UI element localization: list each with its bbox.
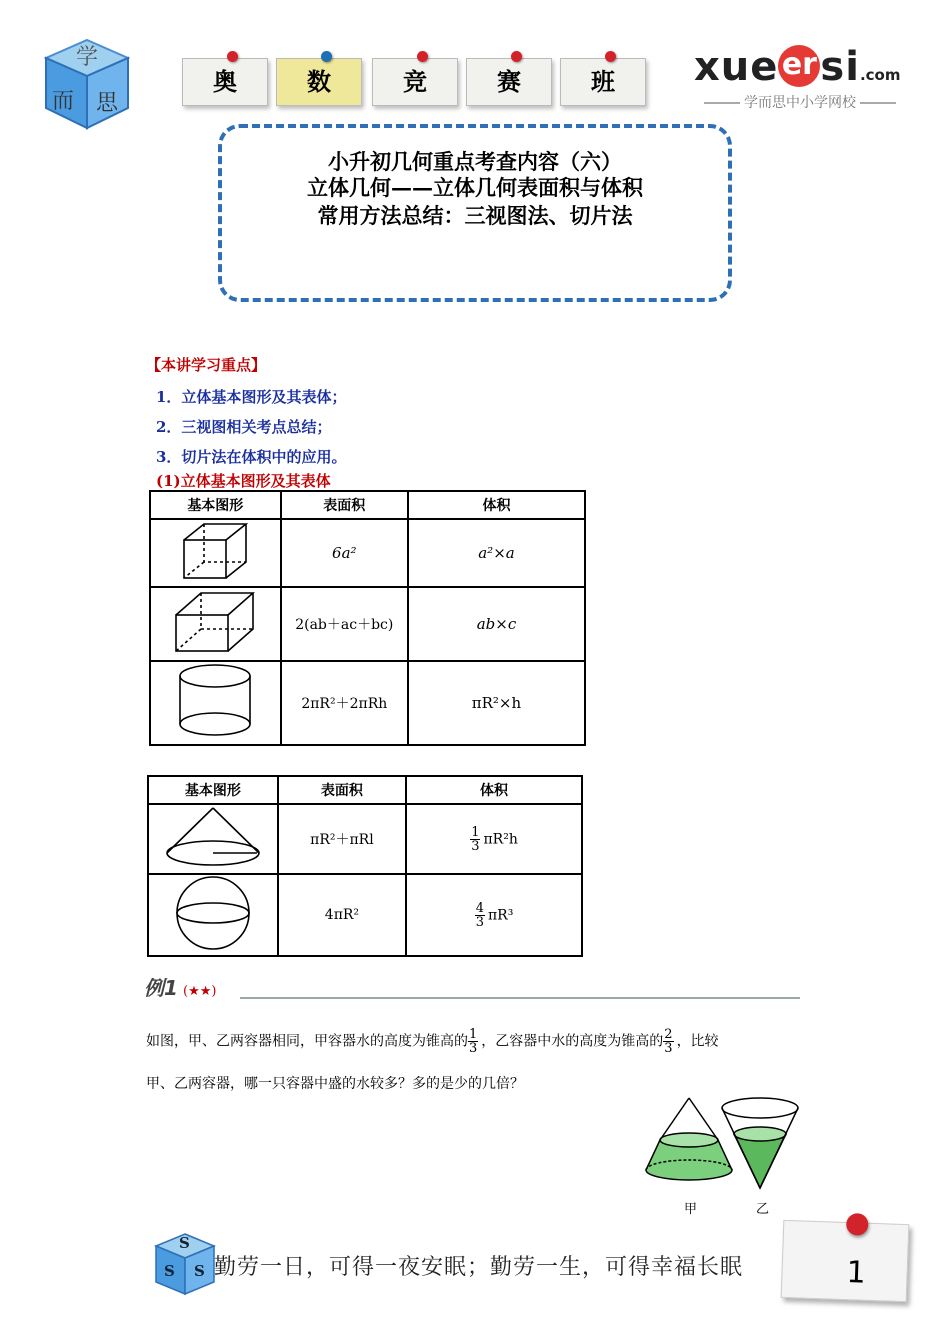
volume-cell: $\frac{1}{3}$ πR²h: [406, 804, 582, 874]
shapes-table-2: [147, 775, 583, 957]
cube-figure: [150, 519, 281, 587]
example-question-line-2: 甲、乙两容器，哪一只容器中盛的水较多？多的是少的几倍？: [146, 1076, 524, 1092]
tab-sai: 赛: [466, 58, 552, 106]
figure-label-jia: 甲: [684, 1202, 698, 1217]
cone-drawing: [163, 805, 263, 869]
cube-char-top: 学: [76, 45, 99, 70]
col-header: 基本图形: [148, 776, 278, 804]
col-header: 基本图形: [150, 491, 281, 519]
cuboid-drawing: [173, 589, 257, 655]
logo-subtitle: 学而思中小学网校: [680, 92, 920, 112]
table-row: [150, 661, 585, 745]
title-box: [218, 124, 732, 302]
cube-char-right: 思: [96, 91, 119, 116]
key-points-heading: 【本讲学习重点】: [146, 356, 267, 374]
example-label: 例1 (★★): [144, 976, 217, 1000]
cone-figure: [148, 804, 278, 874]
title-line-1: 小升初几何重点考查内容（六）: [328, 149, 622, 174]
area-cell: 2(ab＋ac＋bc): [281, 587, 408, 661]
containers-figure: [640, 1092, 810, 1222]
col-header: 体积: [406, 776, 582, 804]
volume-cell: ab×c: [408, 587, 585, 661]
title-line-3: 常用方法总结：三视图法、切片法: [317, 203, 633, 228]
cube-drawing: [180, 520, 250, 582]
cube-letter: S: [164, 1262, 175, 1280]
cylinder-drawing: [176, 662, 254, 740]
area-cell: 2πR²＋2πRh: [281, 661, 408, 745]
fraction: $\frac{2}{3}$: [664, 1027, 673, 1056]
fraction: $\frac{4}{3}$: [475, 900, 484, 930]
title-line-2: 立体几何——立体几何表面积与体积: [307, 175, 643, 200]
tab-ban: 班: [560, 58, 646, 106]
xueersi-cube-logo: [44, 38, 130, 130]
table-header-row: [150, 491, 585, 519]
page-number-note: [781, 1220, 910, 1302]
cuboid-figure: [150, 587, 281, 661]
area-cell: πR²＋πRl: [278, 804, 406, 874]
sphere-drawing: [173, 875, 253, 951]
shapes-table-1: [149, 490, 586, 746]
volume-cell: πR²×h: [408, 661, 585, 745]
table-row: [148, 804, 582, 874]
area-cell: 4πR²: [278, 874, 406, 956]
col-header: 体积: [408, 491, 585, 519]
footer-cube-logo: [154, 1232, 216, 1296]
area-cell: 6a²: [281, 519, 408, 587]
key-point-item: 1．立体基本图形及其表体；: [156, 388, 347, 406]
col-header: 表面积: [278, 776, 406, 804]
table-row: [150, 519, 585, 587]
logo-er: er: [778, 45, 820, 87]
key-point-item: 2．三视图相关考点总结；: [156, 418, 332, 436]
tab-ao: 奥: [182, 58, 268, 106]
cube-letter: S: [179, 1234, 190, 1252]
example-question-line-1: 如图，甲、乙两容器相同，甲容器水的高度为锥高的 $\frac{1}{3}$ ，乙容器中水的高度为锥高的 $\frac{2}{3}$ ，比较: [146, 1027, 719, 1056]
pin-icon: [846, 1213, 869, 1236]
cones-drawing: [640, 1092, 810, 1222]
table-row: [148, 874, 582, 956]
figure-label-yi: 乙: [756, 1202, 770, 1217]
section-heading: (1)立体基本图形及其表体: [156, 472, 331, 490]
footer-motto: 勤劳一日，可得一夜安眠；勤劳一生，可得幸福长眠: [214, 1255, 744, 1280]
table-header-row: [148, 776, 582, 804]
volume-cell: $\frac{4}{3}$ πR³: [406, 874, 582, 956]
pin-icon: [227, 51, 238, 62]
fraction: $\frac{1}{3}$: [471, 824, 480, 854]
pin-icon: [417, 51, 428, 62]
pin-icon: [605, 51, 616, 62]
xueersi-wordmark: xue ersi.com: [694, 44, 901, 90]
pin-icon: [321, 51, 332, 62]
sphere-figure: [148, 874, 278, 956]
col-header: 表面积: [281, 491, 408, 519]
tab-shu: 数: [276, 58, 362, 106]
cylinder-figure: [150, 661, 281, 745]
table-row: [150, 587, 585, 661]
pin-icon: [511, 51, 522, 62]
page-number: 1: [845, 1255, 867, 1291]
volume-cell: a²×a: [408, 519, 585, 587]
key-point-item: 3．切片法在体积中的应用。: [156, 448, 347, 466]
cube-letter: S: [194, 1262, 205, 1280]
example-divider: [240, 997, 800, 999]
tab-jing: 竞: [372, 58, 458, 106]
cube-char-left: 而: [52, 89, 75, 114]
fraction: $\frac{1}{3}$: [469, 1027, 478, 1056]
